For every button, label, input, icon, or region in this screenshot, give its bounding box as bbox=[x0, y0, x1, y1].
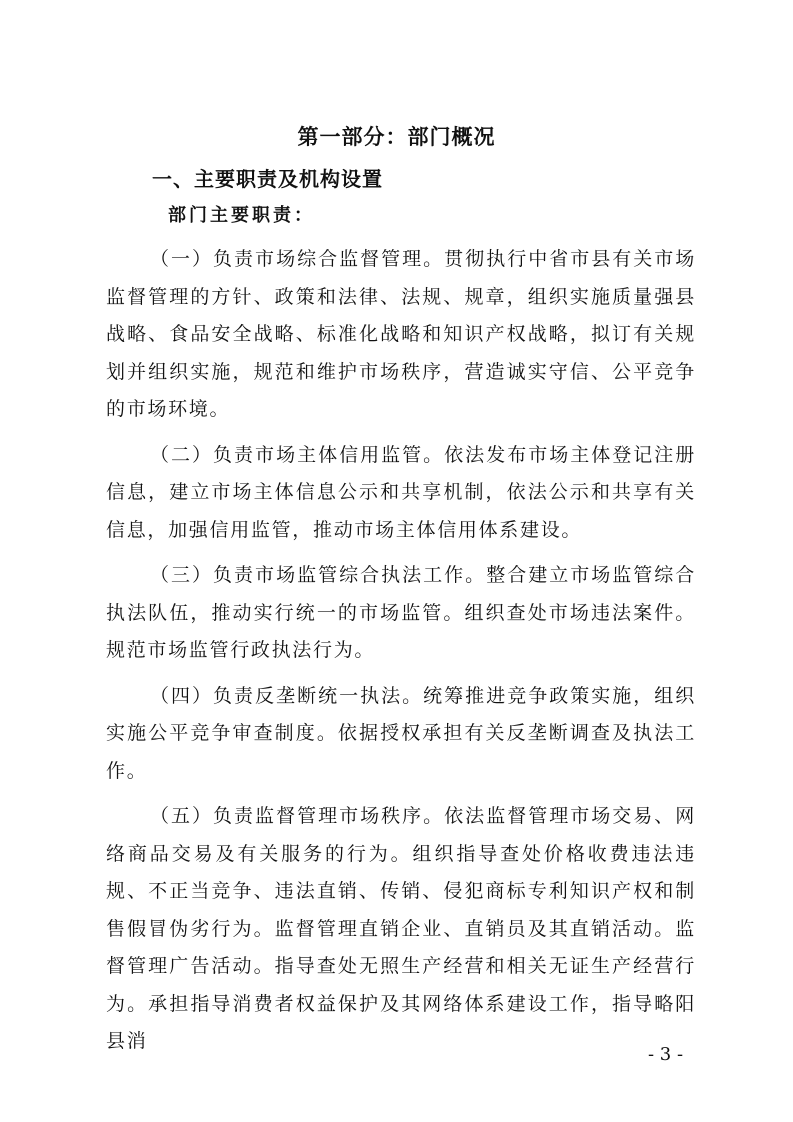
paragraph-duty-2: （二）负责市场主体信用监管。依法发布市场主体登记注册信息，建立市场主体信息公示和共享机制，依法公示和共享有关信息，加强信用监管，推动市场主体信用体系建设。 bbox=[106, 443, 696, 541]
duties-subheading: 部门主要职责： bbox=[168, 205, 315, 226]
paragraph-duty-3: （三）负责市场监管综合执法工作。整合建立市场监管综合执法队伍，推动实行统一的市场监管。组织查处市场违法案件。规范市场监管行政执法行为。 bbox=[106, 564, 696, 661]
paragraph-duty-4: （四）负责反垄断统一执法。统筹推进竞争政策实施，组织实施公平竞争审查制度。依据授权承担有关反垄断调查及执法工作。 bbox=[106, 684, 696, 782]
part-title: 第一部分：部门概况 bbox=[297, 125, 496, 149]
paragraph-duty-1: （一）负责市场综合监督管理。贯彻执行中省市县有关市场监督管理的方针、政策和法律、法规、规章，组织实施质量强县战略、食品安全战略、标准化战略和知识产权战略，拟订有关规划并组织实施，规范和维护市场秩序，营造诚实守信、公平竞争的市场环境。 bbox=[106, 248, 696, 420]
section-heading: 一、主要职责及机构设置 bbox=[152, 167, 383, 191]
paragraph-duty-5: （五）负责监督管理市场秩序。依法监督管理市场交易、网络商品交易及有关服务的行为。组织指导查处价格收费违法违规、不正当竞争、违法直销、传销、侵犯商标专利知识产权和制售假冒伪劣行为。监督管理直销企业、直销员及其直销活动。监督管理广告活动。指导查处无照生产经营和相关无证生产经营行为。承担指导消费者权益保护及其网络体系建设工作，指导略阳县消 bbox=[106, 805, 696, 1052]
page-number: - 3 - bbox=[648, 1044, 684, 1065]
body-text bbox=[106, 241, 696, 1069]
